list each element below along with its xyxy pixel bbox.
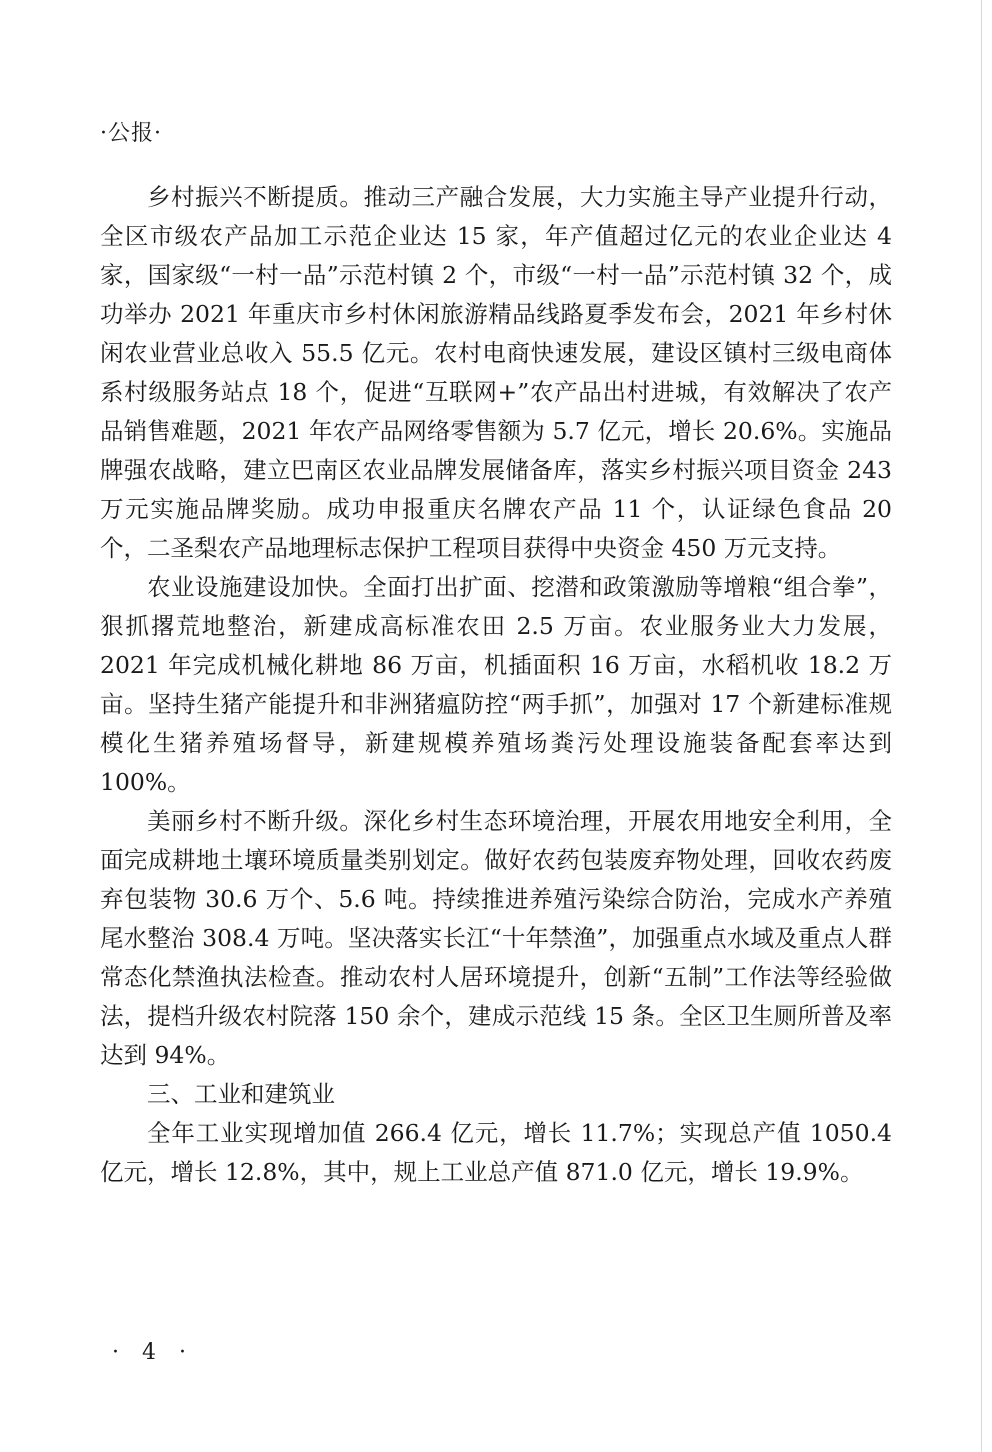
paragraph-agricultural-facilities: 农业设施建设加快。全面打出扩面、挖潜和政策激励等增粮“组合拳”，狠抓撂荒地整治，新建成高标准农田 2.5 万亩。农业服务业大力发展，2021 年完成机械化耕地 86 万亩，机插面积 16 万亩，水稻机收 18.2 万亩。坚持生猪产能提升和非洲猪瘟防控“两手抓”，加强对 17 个新建标准规模化生猪养殖场督导，新建规模养殖场粪污处理设施装备配套率达到 100%。 bbox=[100, 573, 892, 796]
section-heading-industry: 三、工业和建筑业 bbox=[147, 1080, 335, 1108]
page-header: ·公报· bbox=[100, 121, 162, 146]
paragraph-industry-output: 全年工业实现增加值 266.4 亿元，增长 11.7%；实现总产值 1050.4 亿元，增长 12.8%，其中，规上工业总产值 871.0 亿元，增长 19.9%。 bbox=[100, 1119, 892, 1186]
body-text bbox=[100, 178, 892, 1192]
paragraph-rural-revitalization: 乡村振兴不断提质。推动三产融合发展，大力实施主导产业提升行动，全区市级农产品加工示范企业达 15 家，年产值超过亿元的农业企业达 4 家，国家级“一村一品”示范村镇 2 个，市级“一村一品”示范村镇 32 个，成功举办 2021 年重庆市乡村休闲旅游精品线路夏季发布会，2021 年乡村休闲农业营业总收入 55.5 亿元。农村电商快速发展，建设区镇村三级电商体系村级服务站点 18 个，促进“互联网+”农产品出村进城，有效解决了农产品销售难题，2021 年农产品网络零售额为 5.7 亿元，增长 20.6%。实施品牌强农战略，建立巴南区农业品牌发展储备库，落实乡村振兴项目资金 243 万元实施品牌奖励。成功申报重庆名牌农产品 11 个，认证绿色食品 20 个，二圣梨农产品地理标志保护工程项目获得中央资金 450 万元支持。 bbox=[100, 183, 892, 562]
page-number: · 4 · bbox=[112, 1340, 194, 1365]
page-edge-line bbox=[981, 0, 982, 1452]
paragraph-beautiful-villages: 美丽乡村不断升级。深化乡村生态环境治理，开展农用地安全利用，全面完成耕地土壤环境质量类别划定。做好农药包装废弃物处理，回收农药废弃包装物 30.6 万个、5.6 吨。持续推进养殖污染综合防治，完成水产养殖尾水整治 308.4 万吨。坚决落实长江“十年禁渔”，加强重点水域及重点人群常态化禁渔执法检查。推动农村人居环境提升，创新“五制”工作法等经验做法，提档升级农村院落 150 余个，建成示范线 15 条。全区卫生厕所普及率达到 94%。 bbox=[100, 807, 892, 1069]
